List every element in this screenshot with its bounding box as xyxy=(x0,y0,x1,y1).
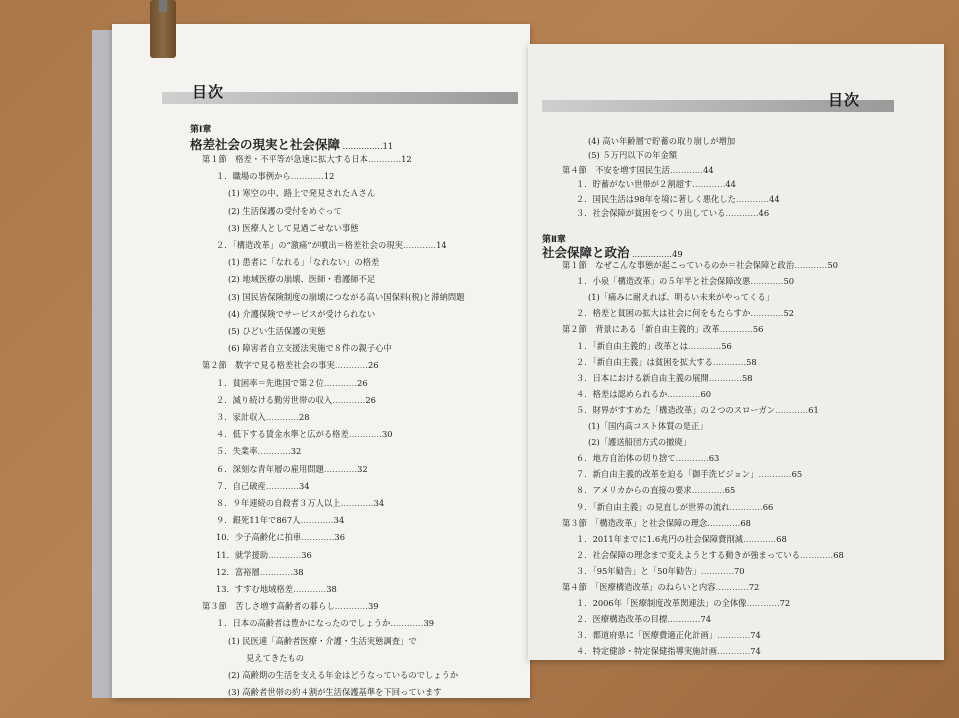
toc-entry-title: (1)「国内高コスト体質の是正」 xyxy=(588,421,708,431)
toc-entry-page: 32 xyxy=(290,446,302,457)
toc-entry: 13．すすむ地域格差…………38 xyxy=(216,584,337,594)
toc-entry: ５．財界がすすめた「構造改革」の２つのスローガン…………61 xyxy=(576,404,819,415)
toc-entry-page: 39 xyxy=(423,618,434,629)
toc-entry-page: 70 xyxy=(734,565,745,576)
toc-entry-page: 26 xyxy=(367,360,379,371)
toc-entry-title: ９．「新自由主義」の見直しが世界の流れ xyxy=(576,501,730,512)
toc-entry-page: 68 xyxy=(776,533,787,544)
toc-entry: ６．深刻な青年層の雇用問題…………32 xyxy=(216,463,368,474)
toc-entry-title: 10．少子高齢化に拍車 xyxy=(216,532,302,543)
toc-entry: 第２節 背景にある「新自由主義的」改革…………56 xyxy=(562,324,764,335)
chapter-title-text: 社会保障と政治 xyxy=(542,245,630,260)
toc-entry-page: 36 xyxy=(334,532,345,543)
toc-entry-page: 74 xyxy=(750,646,761,657)
toc-entry: ８．９年連続の自殺者３万人以上…………34 xyxy=(216,498,385,508)
toc-entry-title: ４．低下する賃金水準と広がる格差 xyxy=(216,429,349,440)
toc-entry: １．職場の事例から…………12 xyxy=(216,171,335,182)
toc-entry-title: ２．格差と貧困の拡大は社会に何をもたらすか xyxy=(576,308,751,319)
toc-entry-title: (4) 高い年齢層で貯蓄の取り崩しが増加 xyxy=(588,136,736,146)
toc-entry-title: ８．９年連続の自殺者３万人以上 xyxy=(216,498,341,508)
toc-entry-page: 60 xyxy=(700,388,712,399)
toc-entry-title: 第２節 背景にある「新自由主義的」改革 xyxy=(562,324,720,335)
toc-entry xyxy=(588,292,774,303)
toc-entry-title: ４．格差は認められるか xyxy=(576,388,668,399)
toc-entry-page: 65 xyxy=(791,469,803,480)
toc-entry-title: ２．「構造改革」の“激痛”が噴出＝格差社会の現実 xyxy=(216,240,403,250)
toc-entry xyxy=(228,687,442,698)
toc-entry-title: 11．就学援助 xyxy=(216,549,269,560)
toc-entry: 第１節 格差・不平等が急速に拡大する日本…………12 xyxy=(202,154,412,164)
toc-entry-title: (3) 医療人として見過ごせない事態 xyxy=(228,222,359,233)
toc-entry-page: 63 xyxy=(708,453,720,464)
toc-entry-page: 56 xyxy=(721,340,732,351)
toc-entry-title: ２．社会保障の理念まで変えようとする動きが強まっている xyxy=(576,549,801,560)
toc-entry-title: (1) 患者に「なれる」「なれない」の格差 xyxy=(228,257,380,268)
toc-entry-page: 34 xyxy=(333,515,345,526)
toc-entry-page: 68 xyxy=(833,549,844,560)
toc-entry-page: 26 xyxy=(365,394,376,405)
chapter-page: 49 xyxy=(672,249,683,259)
toc-entry-title: ６．地方自治体の切り捨て xyxy=(576,453,676,464)
chapter-label: 第Ⅰ章 xyxy=(190,125,212,135)
toc-entry-title: (3) 国民皆保険制度の崩壊につながる高い国保料(税)と滞納問題 xyxy=(228,291,465,302)
toc-entry-page: 65 xyxy=(724,485,736,496)
toc-entry-page: 46 xyxy=(758,208,770,218)
toc-entry-title: (5) ひどい生活保護の実態 xyxy=(228,326,326,336)
chapter-page: 11 xyxy=(382,141,394,151)
toc-entry-page: 36 xyxy=(301,549,312,560)
toc-entry: 第１節 なぜこんな事態が起こっているのか＝社会保障と政治…………50 xyxy=(562,260,838,270)
toc-entry-title: (2) 生活保護の受付をめぐって xyxy=(228,205,342,216)
toc-entry: 第２節 数字で見る格差社会の事実…………26 xyxy=(202,360,379,371)
toc-entry: ２．医療構造改革の目標…………74 xyxy=(576,614,712,625)
toc-entry: ８．アメリカからの直接の要求…………65 xyxy=(576,485,736,496)
toc-entry-title: ２．減り続ける勤労世帯の収入 xyxy=(216,394,333,405)
toc-entry-title: １．貧困率＝先進国で第２位 xyxy=(216,377,324,388)
toc-entry-title: ２．「新自由主義」は貧困を拡大する xyxy=(576,356,713,367)
toc-entry-title: １．日本の高齢者は豊かになったのでしょうか xyxy=(216,618,391,629)
toc-entry xyxy=(228,292,464,303)
toc-entry-page: 39 xyxy=(367,601,379,612)
toc-entry: ９．「新自由主義」の見直しが世界の流れ…………66 xyxy=(576,501,774,512)
toc-entry-title: (3) 高齢者世帯の約４割が生活保護基準を下回っています xyxy=(228,687,442,698)
toc-entry-page: 72 xyxy=(779,598,791,609)
chapter-title-text: 格差社会の現実と社会保障 xyxy=(190,137,341,152)
clothespin xyxy=(150,0,176,58)
toc-entry xyxy=(228,309,375,320)
toc-entry-page: 50 xyxy=(783,276,794,287)
toc-entry xyxy=(588,150,677,161)
toc-entry-title: １．小泉「構造改革」の５年半と社会保障改悪 xyxy=(576,276,751,287)
toc-entry-page: 44 xyxy=(703,164,714,175)
toc-entry: １．日本の高齢者は豊かになったのでしょうか…………39 xyxy=(216,618,434,629)
toc-entry-title: (1)「痛みに耐えれば、明るい未来がやってくる」 xyxy=(588,292,774,303)
toc-entry-page: 26 xyxy=(357,377,368,388)
toc-entry-page: 74 xyxy=(750,630,761,641)
toc-entry: ４．低下する賃金水準と広がる格差…………30 xyxy=(216,429,393,440)
toc-entry-title: ８．アメリカからの直接の要求 xyxy=(576,485,692,496)
toc-entry-title: ５．財界がすすめた「構造改革」の２つのスローガン xyxy=(576,404,776,415)
toc-entry: 12．富裕層…………38 xyxy=(216,566,304,577)
toc-entry-title: 第３節 苦しさ増す高齢者の暮らし xyxy=(202,601,335,612)
toc-entry: １．「新自由主義的」改革とは…………56 xyxy=(576,340,732,351)
toc-entry: ３．社会保障が貧困をつくり出している…………46 xyxy=(576,208,770,218)
toc-entry: 第４節 「医療構造改革」のねらいと内容…………72 xyxy=(562,582,760,592)
toc-entry-page: 56 xyxy=(752,324,764,335)
toc-entry xyxy=(588,136,735,147)
toc-entry xyxy=(228,223,359,234)
toc-entry: １．2006年「医療制度改革関連法」の全体像…………72 xyxy=(576,598,791,609)
toc-entry-title: (1) 民医連「高齢者医療・介護・生活実態調査」で xyxy=(228,635,417,646)
left-page xyxy=(112,24,530,698)
toc-entry-title: 第３節 「構造改革」と社会保障の理念 xyxy=(562,517,708,528)
toc-entry-page: 34 xyxy=(298,480,310,491)
toc-entry-title: １．職場の事例から xyxy=(216,171,291,182)
right-page xyxy=(528,44,944,660)
toc-entry: ３．日本における新自由主義の展開…………58 xyxy=(576,372,753,383)
header-title: 目次 xyxy=(828,91,861,109)
toc-entry: ２．「構造改革」の“激痛”が噴出＝格差社会の現実…………14 xyxy=(216,240,447,250)
toc-entry-title: ３．都道府県に「医療費適正化計画」 xyxy=(576,630,718,641)
toc-entry: ２．国民生活は98年を境に著しく悪化した…………44 xyxy=(576,193,780,204)
toc-entry xyxy=(228,343,392,354)
toc-entry: ２．「新自由主義」は貧困を拡大する…………58 xyxy=(576,356,757,367)
toc-entry-title: 第４節 不安を増す国民生活 xyxy=(562,164,670,175)
toc-entry-title: 見えてきたもの xyxy=(246,652,305,663)
toc-entry-title: ３．日本における新自由主義の展開 xyxy=(576,372,709,383)
toc-entry-page: 34 xyxy=(373,498,385,508)
toc-entry-title: １．「新自由主義的」改革とは xyxy=(576,340,689,351)
toc-entry: 第４節 不安を増す国民生活…………44 xyxy=(562,164,714,175)
toc-entry-page: 38 xyxy=(292,566,304,577)
toc-entry: ７．自己破産…………34 xyxy=(216,480,310,491)
toc-entry: ２．減り続ける勤労世帯の収入…………26 xyxy=(216,394,376,405)
toc-entry-page: 52 xyxy=(783,308,794,319)
toc-entry-title: ７．新自由主義的改革を迫る「御手洗ビジョン」 xyxy=(576,469,759,480)
toc-entry: １．貯蓄がない世帯が２割超す…………44 xyxy=(576,179,736,190)
toc-entry: ３．家計収入…………28 xyxy=(216,412,310,422)
toc-entry xyxy=(228,188,375,199)
toc-entry xyxy=(228,670,458,681)
toc-entry: １．貧困率＝先進国で第２位…………26 xyxy=(216,377,368,388)
toc-entry-page: 28 xyxy=(298,412,310,422)
toc-entry-title: ２．医療構造改革の目標 xyxy=(576,614,668,625)
toc-entry: １．小泉「構造改革」の５年半と社会保障改悪…………50 xyxy=(576,276,794,287)
toc-entry-page: 14 xyxy=(436,240,447,250)
toc-entry-page: 58 xyxy=(741,372,753,383)
toc-entry-title: ２．国民生活は98年を境に著しく悪化した xyxy=(576,193,736,204)
toc-entry: 10．少子高齢化に拍車…………36 xyxy=(216,532,345,543)
toc-entry-page: 44 xyxy=(725,179,736,190)
toc-entry: ９．銀死11年で867人…………34 xyxy=(216,515,345,526)
toc-entry: １．2011年までに1.6兆円の社会保障費削減…………68 xyxy=(576,533,787,544)
toc-entry-page: 68 xyxy=(740,517,751,528)
toc-entry-title: (2) 高齢期の生活を支える年金はどうなっているのでしょうか xyxy=(228,670,459,680)
toc-entry xyxy=(588,437,691,448)
toc-entry-title: 13．すすむ地域格差 xyxy=(216,584,294,594)
chapter-title: 社会保障と政治 ……………49 xyxy=(542,245,683,260)
chapter-title: 格差社会の現実と社会保障 ……………11 xyxy=(190,137,394,152)
toc-entry-title: ７．自己破産 xyxy=(216,480,266,491)
toc-entry-page: 12 xyxy=(401,154,412,164)
toc-entry-title: ９．銀死11年で867人 xyxy=(216,515,301,526)
toc-entry-title: １．貯蓄がない世帯が２割超す xyxy=(576,179,693,190)
toc-entry-title: ４．特定健診・特定保健指導実施計画 xyxy=(576,646,718,657)
toc-entry: ２．社会保障の理念まで変えようとする動きが強まっている…………68 xyxy=(576,549,844,560)
toc-entry-page: 50 xyxy=(827,260,838,270)
toc-entry-title: １．2006年「医療制度改革関連法」の全体像 xyxy=(576,598,747,609)
toc-entry-page: 32 xyxy=(357,463,368,474)
toc-entry: 第３節 苦しさ増す高齢者の暮らし…………39 xyxy=(202,601,379,612)
toc-entry-page: 72 xyxy=(748,582,760,592)
toc-entry-title: (4) 介護保険でサービスが受けられない xyxy=(228,308,376,319)
chapter-label: 第Ⅱ章 xyxy=(542,235,566,245)
toc-entry: ４．格差は認められるか…………60 xyxy=(576,388,712,399)
toc-entry xyxy=(228,274,375,285)
toc-entry xyxy=(588,421,708,432)
toc-entry xyxy=(228,206,342,217)
toc-entry-title: ３．社会保障が貧困をつくり出している xyxy=(576,208,726,218)
toc-entry-title: ３．家計収入 xyxy=(216,412,266,422)
toc-entry: ７．新自由主義的改革を迫る「御手洗ビジョン」…………65 xyxy=(576,469,803,480)
toc-entry-title: １．2011年までに1.6兆円の社会保障費削減 xyxy=(576,533,744,544)
toc-entry-page: 44 xyxy=(769,193,780,204)
toc-entry: ２．格差と貧困の拡大は社会に何をもたらすか…………52 xyxy=(576,308,794,319)
toc-entry xyxy=(228,257,379,268)
toc-entry-title: 12．富裕層 xyxy=(216,566,260,577)
toc-entry-title: (5) ５万円以下の年金額 xyxy=(588,150,678,161)
toc-entry: ３．「95年勧告」と「50年勧告」…………70 xyxy=(576,565,745,576)
toc-entry xyxy=(228,326,325,337)
toc-entry-title: 第１節 なぜこんな事態が起こっているのか＝社会保障と政治 xyxy=(562,260,795,270)
toc-entry: ４．特定健診・特定保健指導実施計画…………74 xyxy=(576,646,761,657)
toc-entry: ６．地方自治体の切り捨て…………63 xyxy=(576,453,720,464)
toc-entry xyxy=(246,653,304,664)
toc-entry: ５．失業率…………32 xyxy=(216,446,302,457)
toc-entry-title: ３．「95年勧告」と「50年勧告」 xyxy=(576,565,701,576)
header-title: 目次 xyxy=(192,83,225,101)
toc-entry-title: (6) 障害者自立支援法実施で８件の親子心中 xyxy=(228,343,392,354)
toc-entry: 11．就学援助…………36 xyxy=(216,549,312,560)
toc-entry-title: ６．深刻な青年層の雇用問題 xyxy=(216,463,324,474)
toc-entry-title: 第４節 「医療構造改革」のねらいと内容 xyxy=(562,582,716,592)
toc-entry: 第３節 「構造改革」と社会保障の理念…………68 xyxy=(562,517,751,528)
toc-entry: ３．都道府県に「医療費適正化計画」…………74 xyxy=(576,630,761,641)
toc-entry xyxy=(228,636,417,647)
toc-entry-page: 12 xyxy=(323,171,335,182)
toc-entry-page: 66 xyxy=(762,501,774,512)
toc-entry-title: (1) 寒空の中、路上で発見されたＡさん xyxy=(228,188,376,199)
toc-entry-page: 61 xyxy=(808,404,819,415)
toc-entry-title: (2) 地域医療の崩壊、医師・看護師不足 xyxy=(228,274,376,285)
toc-entry-page: 74 xyxy=(700,614,712,625)
toc-entry-page: 58 xyxy=(746,356,757,367)
toc-entry-title: (2)「護送船団方式の撤廃」 xyxy=(588,437,692,448)
toc-entry-page: 30 xyxy=(381,429,393,440)
toc-entry-page: 38 xyxy=(326,584,337,594)
toc-entry-title: ５．失業率 xyxy=(216,446,258,457)
toc-entry-title: 第１節 格差・不平等が急速に拡大する日本 xyxy=(202,154,368,164)
toc-entry-title: 第２節 数字で見る格差社会の事実 xyxy=(202,360,335,371)
